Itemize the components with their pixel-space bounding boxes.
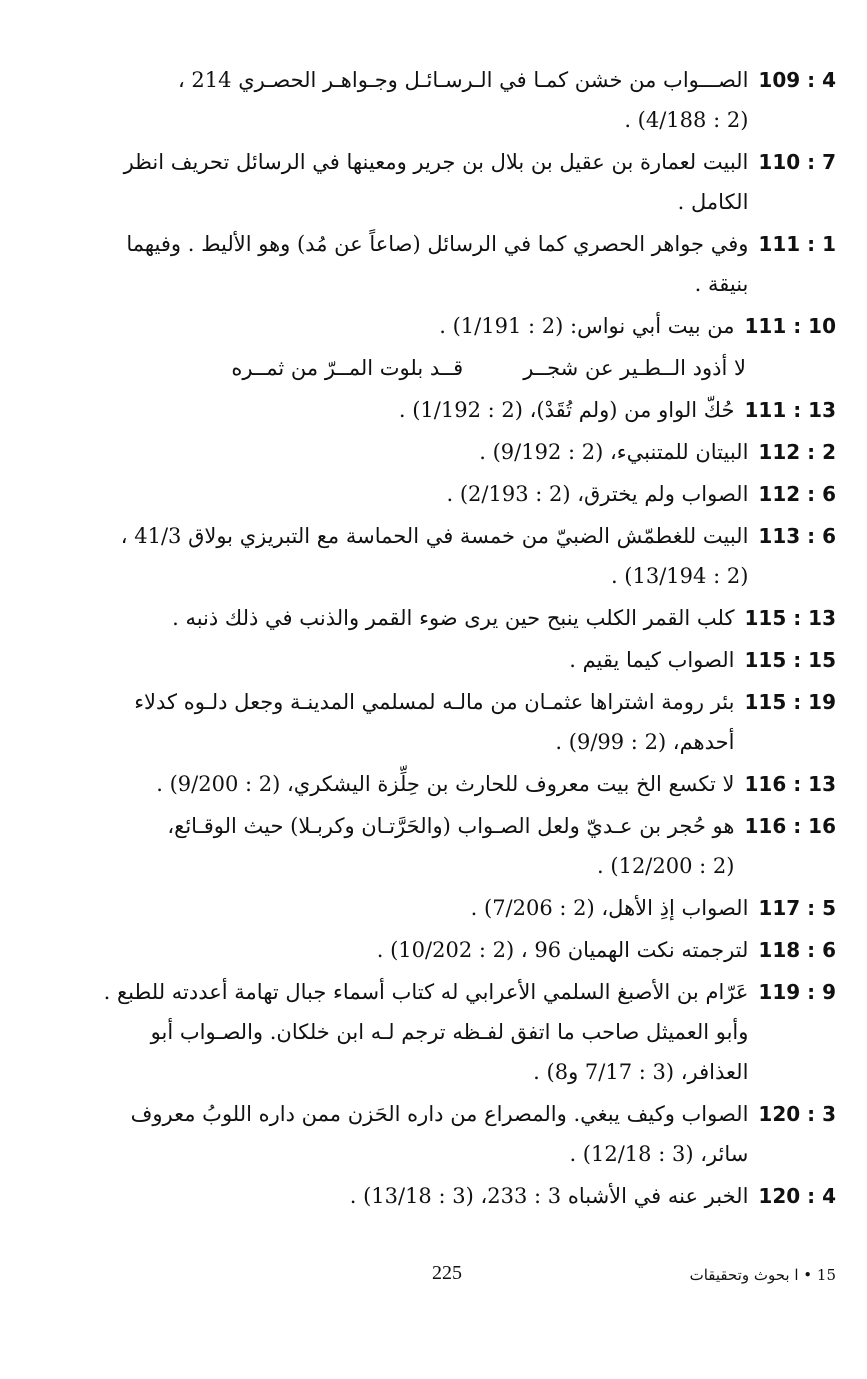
note-reference: 113 : 6 — [758, 524, 836, 548]
note-line: البيت لعمارة بن عقيل بن بلال بن جرير ومعينها في الرسائل تحريف انظر — [123, 150, 749, 174]
note-line: البيتان للمتنبيء، (2 : 9/192) . — [479, 440, 749, 464]
note-line: الكامل . — [677, 190, 749, 214]
printer-signature: 15 • ا بحوث وتحقيقات — [689, 1266, 836, 1284]
note-entry — [92, 888, 836, 928]
note-entry — [92, 390, 836, 430]
note-line: (2 : 13/194) . — [610, 564, 749, 588]
note-text — [92, 390, 734, 430]
note-line: الصواب كيما يقيم . — [569, 648, 735, 672]
note-line: من بيت أبي نواس: (2 : 1/191) . — [439, 314, 735, 338]
note-reference: 112 : 2 — [758, 440, 836, 464]
note-entry — [92, 516, 836, 596]
note-reference: 115 : 15 — [744, 648, 836, 672]
page-body — [92, 60, 836, 1218]
note-text — [92, 806, 734, 886]
note-reference: 112 : 6 — [758, 482, 836, 506]
note-entry — [92, 972, 836, 1092]
note-reference: 109 : 4 — [758, 68, 836, 92]
note-line: العذافر، (3 : 7/17 و8) . — [533, 1060, 749, 1084]
note-entry — [92, 598, 836, 638]
note-line: الصواب ولم يخترق، (2 : 2/193) . — [446, 482, 749, 506]
note-text — [92, 474, 748, 514]
verse-first-hemistich: لا أذود الــطـير عن شجــر — [523, 356, 746, 380]
note-entry — [92, 806, 836, 886]
note-text — [92, 598, 734, 638]
note-text — [92, 1176, 748, 1216]
note-reference: 111 : 13 — [744, 398, 836, 422]
note-text — [92, 60, 748, 140]
note-line: لا تكسع الخ بيت معروف للحارث بن حِلِّزة اليشكري، (2 : 9/200) . — [156, 772, 735, 796]
page-footer — [92, 1262, 836, 1292]
note-line: عَرّام بن الأصبغ السلمي الأعرابي له كتاب أسماء جبال تهامة أعددته للطبع . — [103, 980, 749, 1004]
note-text — [92, 432, 748, 472]
note-text — [92, 142, 748, 222]
note-text — [92, 516, 748, 596]
note-reference: 120 : 4 — [758, 1184, 836, 1208]
note-text — [92, 930, 748, 970]
note-line: حُكّ الواو من (ولم تُقَدْ)، (2 : 1/192) . — [398, 398, 735, 422]
note-reference: 116 : 13 — [744, 772, 836, 796]
note-reference: 120 : 3 — [758, 1102, 836, 1126]
note-reference: 118 : 6 — [758, 938, 836, 962]
note-entry — [92, 1176, 836, 1216]
note-line: أحدهم، (2 : 9/99) . — [555, 730, 735, 754]
note-entry — [92, 432, 836, 472]
note-line: البيت للغطمّش الضبيّ من خمسة في الحماسة مع التبريزي بولاق 41/3 ، — [120, 524, 749, 548]
note-line: بنيقة . — [694, 272, 749, 296]
note-line: سائر، (3 : 12/18) . — [569, 1142, 749, 1166]
note-text — [92, 1094, 748, 1174]
note-reference: 119 : 9 — [758, 980, 836, 1004]
note-line: الصواب إذِ الأهل، (2 : 7/206) . — [470, 896, 749, 920]
note-entry — [92, 224, 836, 304]
verse-second-hemistich: قــد بلوت المــرّ من ثمــره — [231, 356, 464, 380]
note-entry — [92, 682, 836, 762]
note-text — [92, 972, 748, 1092]
note-text — [92, 224, 748, 304]
note-text — [92, 888, 748, 928]
note-line: بئر رومة اشتراها عثمـان من مالـه لمسلمي المدينـة وجعل دلـوه كدلاء — [134, 690, 735, 714]
note-line: (2 : 12/200) . — [597, 854, 735, 878]
note-line: الصـــواب من خشن كمـا في الـرسـائـل وجـواهـر الحصـري 214 ، — [177, 68, 749, 92]
note-entry — [92, 1094, 836, 1174]
note-reference: 116 : 16 — [744, 814, 836, 838]
note-entry — [92, 60, 836, 140]
note-entry — [92, 474, 836, 514]
note-line: وأبو العميثل صاحب ما اتفق لفـظه ترجم لـه ابن خلكان. والصـواب أبو — [150, 1020, 749, 1044]
note-text — [92, 764, 734, 804]
note-reference: 115 : 13 — [744, 606, 836, 630]
note-line: لترجمته نكت الهميان 96 ، (2 : 10/202) . — [376, 938, 749, 962]
note-line: هو حُجر بن عـديّ ولعل الصـواب (والحَرَّتـان وكربـلا) حيث الوقـائع، — [167, 814, 735, 838]
note-line: الخبر عنه في الأشباه 3 : 233، (3 : 13/18) . — [349, 1184, 749, 1208]
note-entry — [92, 306, 836, 346]
note-reference: 115 : 19 — [744, 690, 836, 714]
note-line: الصواب وكيف يبغي. والمصراع من داره الحَزن ممن داره اللوبُ معروف — [130, 1102, 749, 1126]
note-line: (2 : 4/188) . — [624, 108, 749, 132]
note-reference: 111 : 1 — [758, 232, 836, 256]
note-text — [92, 306, 734, 346]
note-entry — [92, 930, 836, 970]
note-text — [92, 640, 734, 680]
note-entry — [92, 764, 836, 804]
note-entry — [92, 142, 836, 222]
note-line: وفي جواهر الحصري كما في الرسائل (صاعاً عن مُد) وهو الأليط . وفيهما — [126, 232, 749, 256]
note-text — [92, 682, 734, 762]
note-reference: 117 : 5 — [758, 896, 836, 920]
note-reference: 110 : 7 — [758, 150, 836, 174]
poetry-verse — [92, 348, 836, 388]
note-entry — [92, 640, 836, 680]
note-reference: 111 : 10 — [744, 314, 836, 338]
page-number: 225 — [432, 1262, 462, 1284]
note-line: كلب القمر الكلب ينبح حين يرى ضوء القمر والذنب في ذلك ذنبه . — [172, 606, 735, 630]
